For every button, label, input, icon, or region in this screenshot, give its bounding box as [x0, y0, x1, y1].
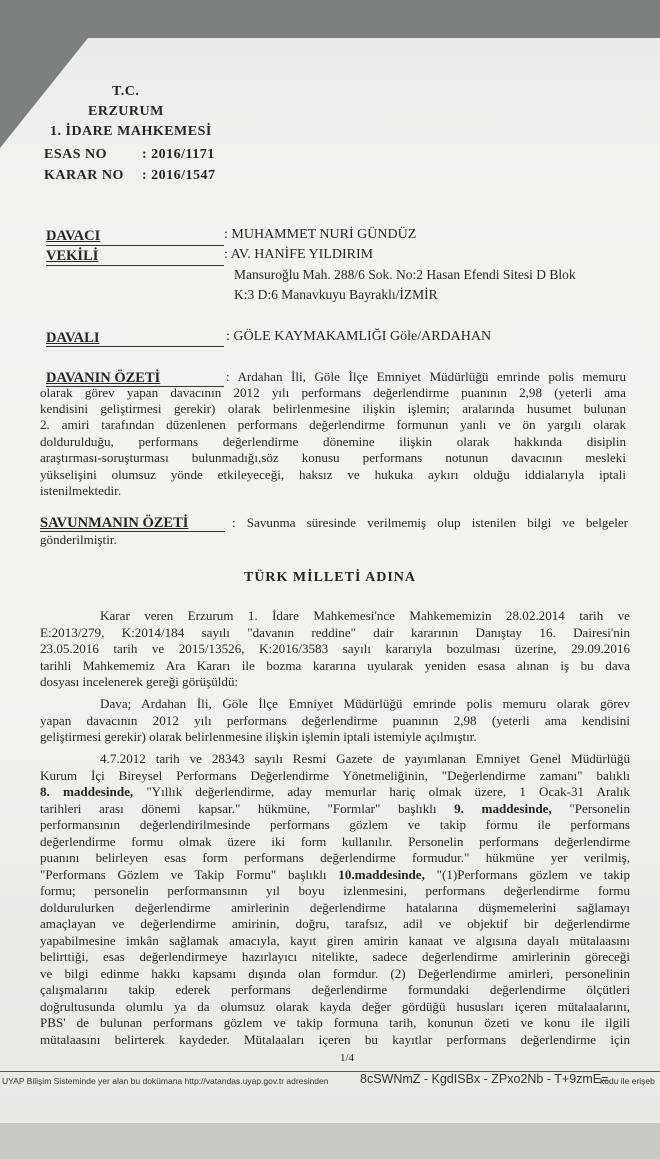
header-city: ERZURUM: [88, 104, 164, 119]
body-line: E:2013/279, K:2014/184 sayılı "davanın reddine" dair kararının Danıştay 16. Dairesi'nin: [40, 625, 630, 640]
body-line: belirttiği, esas değerlendirmeye hazırlayıcı nitelikte, sadece değerlendirme amirlerinin göreceği: [40, 949, 630, 964]
body-text: "Yıllık değerlendirme, aday memurlar hariç olmak üzere, 1 Ocak-31 Aralık: [133, 784, 630, 799]
body-text: "(1)Performans gözlem ve takip: [424, 867, 630, 882]
vekili-address-line-2: K:3 D:6 Manavkuyu Bayraklı/İZMİR: [234, 287, 438, 302]
body-line: tarihli Mahkememiz Ara Kararı ile bozma kararına uyularak yeniden esasa alınan iş bu dava: [40, 658, 630, 673]
body-line: 23.05.2016 tarih ve 2015/13526, K:2016/3583 sayılı kararıyla bozulması üzerine, 29.09.2016: [40, 641, 630, 656]
esas-label: ESAS NO: [44, 147, 108, 162]
article-10-ref: 10.maddesinde,: [338, 867, 425, 882]
vekili-value: : AV. HANİFE YILDIRIM: [224, 247, 374, 262]
summary-line: : Ardahan İli, Göle İlçe Emniyet Müdürlüğü emrinde polis memuru: [226, 369, 626, 384]
body-line: performansının değerlendirilmesinde performans gözlem ve takip formu ile performans: [40, 817, 630, 832]
body-line: puanını belirleyen esas form performans değerlendirme formudur." hükmüne yer verilmiş,: [40, 850, 630, 865]
page-number: 1/4: [340, 1052, 355, 1064]
davaci-rule: [46, 245, 224, 246]
body-line: [40, 784, 630, 801]
karar-value: : 2016/1547: [142, 168, 216, 183]
body-line: PBS' de bulunan performans gözlem ve takip formuna tarih, konunun özeti ve konu ile ilgili: [40, 1015, 630, 1030]
body-text: tarihleri arası dönemi kapsar." hükmüne, "Formlar" başlıklı: [40, 801, 455, 816]
defense-label: SAVUNMANIN ÖZETİ: [40, 515, 189, 531]
summary-line: 2. amiri tarafından düzenlenen performans değerlendirme formunun yanlı ve ön yargılı olarak: [40, 417, 626, 432]
davali-value: : GÖLE KAYMAKAMLIĞI Göle/ARDAHAN: [226, 329, 492, 344]
body-line: Karar veren Erzurum 1. İdare Mahkemesi'nce Mahkememizin 28.02.2014 tarih ve: [100, 608, 630, 623]
article-9-ref: 9. maddesinde,: [454, 801, 552, 816]
summary-line: kendisini geliştirmesi gerekir) olarak belirlenmesine ilişkin işlemin; aralarında husumet bulunan: [40, 401, 626, 416]
summary-line: doldurulduğu, performans değerlendirme dönemine ilişkin olarak hakkında disiplin: [40, 434, 626, 449]
body-line: yapan davacının 2012 yılı performans değerlendirme puanının 2,98 (yeterli ama kendisini: [40, 713, 630, 728]
summary-line: olarak görev yapan davacının 2012 yılı performans değerlendirme puanının 2,98 (yeterli ama: [40, 385, 626, 400]
summary-line: araştırması-soruşturması bulunmadığı,söz konusu performans notunun davacının mesleki: [40, 450, 626, 465]
esas-value: : 2016/1171: [142, 147, 215, 162]
header-court: 1. İDARE MAHKEMESİ: [50, 124, 212, 139]
footer-right-text: kodu ile erişeb: [600, 1076, 655, 1086]
body-line: geliştirmesi gerekir) olarak belirlenmesine ilişkin işlemin iptali istemiyle açılmıştır.: [40, 729, 477, 744]
summary-label: DAVANIN ÖZETİ: [46, 370, 161, 386]
defense-line: gönderilmiştir.: [40, 532, 117, 547]
davali-rule: [46, 346, 224, 347]
body-line: doldurulurken değerlendirme amirlerinin değerlendirme hatalarına düşmemelerini sağlamayı: [40, 900, 630, 915]
body-line: [40, 867, 630, 884]
defense-line: : Savunma süresinde verilmemiş olup istenilen bilgi ve belgeler: [232, 515, 628, 530]
body-line: ve bilgi edinme hakkı kapsamı dışında olan formdur. (2) Değerlendirme amirleri, personelinin: [40, 966, 630, 981]
davaci-value: : MUHAMMET NURİ GÜNDÜZ: [224, 227, 417, 242]
body-line: dosyası incelenerek gereği görüşüldü:: [40, 674, 239, 689]
davaci-label: DAVACI: [46, 228, 101, 244]
next-page-edge: [0, 1123, 660, 1159]
article-8-ref: 8. maddesinde,: [40, 784, 134, 799]
body-line: değerlendirme formu olmak üzere iki form kullanılır. Personelin performans değerlendirme: [40, 834, 630, 849]
header-tc: T.C.: [112, 84, 140, 99]
vekili-address-line-1: Mansuroğlu Mah. 288/6 Sok. No:2 Hasan Efendi Sitesi D Blok: [234, 267, 576, 282]
body-text: "Personelin: [551, 801, 630, 816]
davali-label: DAVALI: [46, 330, 100, 346]
body-line: çalışmalarını takip ederek performans değerlendirme formundaki değerlendirme ölçütleri: [40, 982, 630, 997]
body-line: yapabilmesine imkân sağlamak amacıyla, kayıt giren amirin kanaat ve algısına dayalı mütalaasını: [40, 933, 630, 948]
summary-line: istenilmektedir.: [40, 483, 122, 498]
karar-label: KARAR NO: [44, 168, 124, 183]
footer-verification-code: 8cSWNmZ - KgdISBx - ZPxo2Nb - T+9zmE=: [360, 1072, 609, 1086]
vekili-rule: [46, 265, 224, 266]
footer-left-text: UYAP Bilişim Sisteminde yer alan bu dokümana http://vatandas.uyap.gov.tr adresinden: [2, 1076, 329, 1086]
body-line: amaçlayan ve değerlendirme amirinin, doğru, tarafsız, adil ve objektif bir değerlendirme: [40, 916, 630, 931]
body-line: [40, 801, 630, 818]
body-line: Dava; Ardahan İli, Göle İlçe Emniyet Müdürlüğü emrinde polis memuru olarak görev: [100, 696, 630, 711]
body-line: formu; personelin performansının yıl boyu izlenmesini, performans değerlendirme formu: [40, 883, 630, 898]
body-line: Kurum İçi Bireysel Performans Değerlendirme Yönetmeliğinin, "Değerlendirme zamanı" balıklı: [40, 768, 630, 783]
body-line: doğrultusunda olumlu ya da olumsuz olarak kayda değer gördüğü hususları içeren mütalaalarını,: [40, 999, 630, 1014]
body-text: "Performans Gözlem ve Takip Formu" başlıklı: [40, 867, 339, 882]
body-line: mütalaasını belirterek kaydeder. Mütalaaları içeren bu kayıtlar performans değerlendirme için: [40, 1032, 630, 1047]
decision-title: TÜRK MİLLETİ ADINA: [243, 570, 417, 585]
body-line: 4.7.2012 tarih ve 28343 sayılı Resmi Gazete de yayımlanan Emniyet Genel Müdürlüğü: [100, 751, 630, 766]
summary-line: yükselişini olumsuz yönde etkileyeceği, haksız ve hukuka aykırı olduğu iddialarıyla iptali: [40, 467, 626, 482]
vekili-label: VEKİLİ: [46, 248, 99, 264]
